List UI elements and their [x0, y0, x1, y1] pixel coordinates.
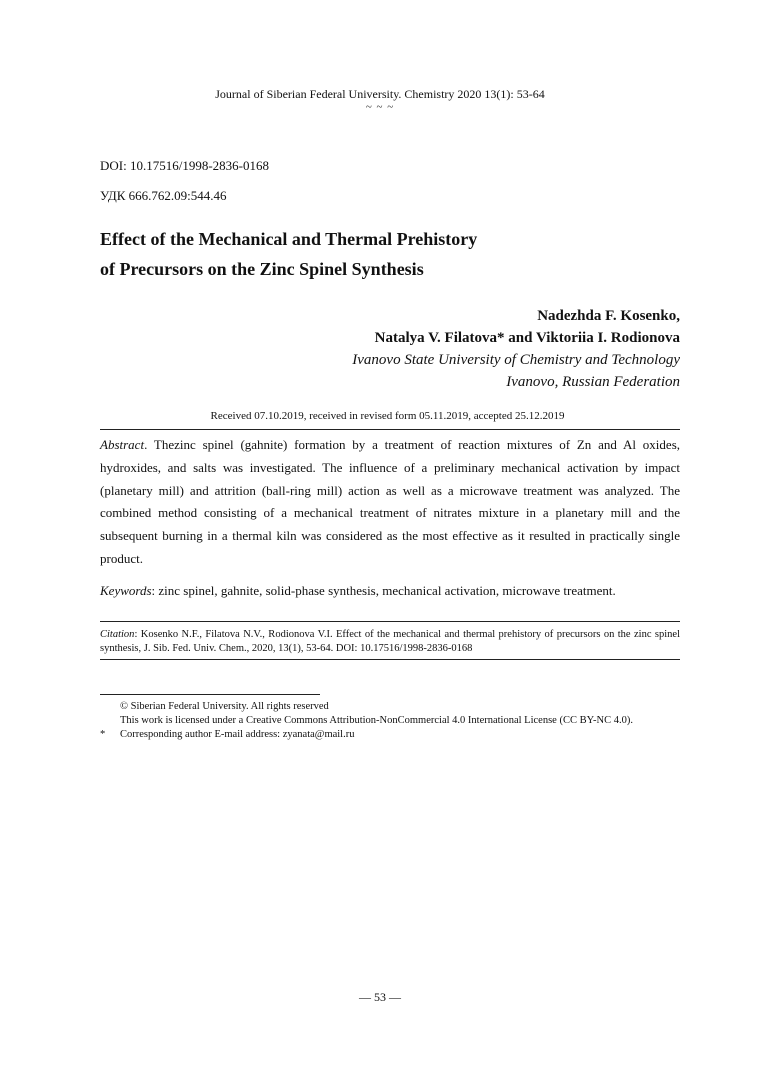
title-line-1: Effect of the Mechanical and Thermal Prehistory: [100, 229, 478, 249]
citation-label: Citation: [100, 629, 135, 640]
header-ornament: ~ ~ ~: [365, 101, 395, 113]
affiliation-1: Ivanovo State University of Chemistry and Technology: [352, 352, 680, 368]
udk-code: УДК 666.762.09:544.46: [100, 188, 227, 203]
divider-citation-top: [100, 621, 680, 622]
author-line-1: Nadezhda F. Kosenko,: [537, 308, 680, 324]
author-line-2: Natalya V. Filatova* and Viktoriia I. Rodionova: [374, 330, 680, 346]
abstract: [100, 434, 680, 571]
page-number: — 53 —: [359, 990, 401, 1004]
footnote-marker: *: [100, 729, 106, 740]
title-line-2: of Precursors on the Zinc Spinel Synthesis: [100, 259, 424, 279]
citation-text: : Kosenko N.F., Filatova N.V., Rodionova V.I. Effect of the mechanical and thermal prehistory of precursors on the zinc spinel synthesis, J. Sib. Fed. Univ. Chem., 2020, 13(1), 53-64. DOI: 10.17516/1998-2836-0168: [100, 629, 680, 654]
footnote-corresponding: * Corresponding author E-mail address: zyanata@mail.ru: [100, 729, 355, 740]
paper-title: [100, 224, 660, 284]
abstract-text: . Thezinc spinel (gahnite) formation by a treatment of reaction mixtures of Zn and Al oxides, hydroxides, and salts was investigated. The influence of a preliminary mechanical activation by impact (planetary mill) and attrition (ball-ring mill) action as well as a microwave treatment was analyzed. The combined method consisting of a mechanical treatment of nitrates mixture in a planetary mill and the subsequent burning in a thermal kiln was considered as the most effective as it resulted in practically single product.: [100, 437, 680, 566]
divider-citation-bottom: [100, 659, 680, 660]
keywords-text: : zinc spinel, gahnite, solid-phase synthesis, mechanical activation, microwave treatment.: [151, 583, 616, 598]
footnote-rule: [100, 694, 320, 695]
abstract-label: Abstract: [100, 437, 145, 452]
received-dates: Received 07.10.2019, received in revised form 05.11.2019, accepted 25.12.2019: [210, 410, 565, 422]
divider-top: [100, 429, 680, 430]
authors-block: [352, 305, 680, 393]
keywords: [100, 580, 680, 602]
journal-header: Journal of Siberian Federal University. Chemistry 2020 13(1): 53-64: [215, 87, 545, 101]
footnote-license: This work is licensed under a Creative Commons Attribution-NonCommercial 4.0 International License (CC BY-NC 4.0).: [120, 715, 633, 726]
affiliation-2: Ivanovo, Russian Federation: [506, 374, 680, 390]
keywords-label: Keywords: [100, 583, 152, 598]
doi: DOI: 10.17516/1998-2836-0168: [100, 158, 269, 173]
footnote-copyright: © Siberian Federal University. All rights reserved: [120, 701, 329, 712]
citation: [100, 628, 680, 656]
